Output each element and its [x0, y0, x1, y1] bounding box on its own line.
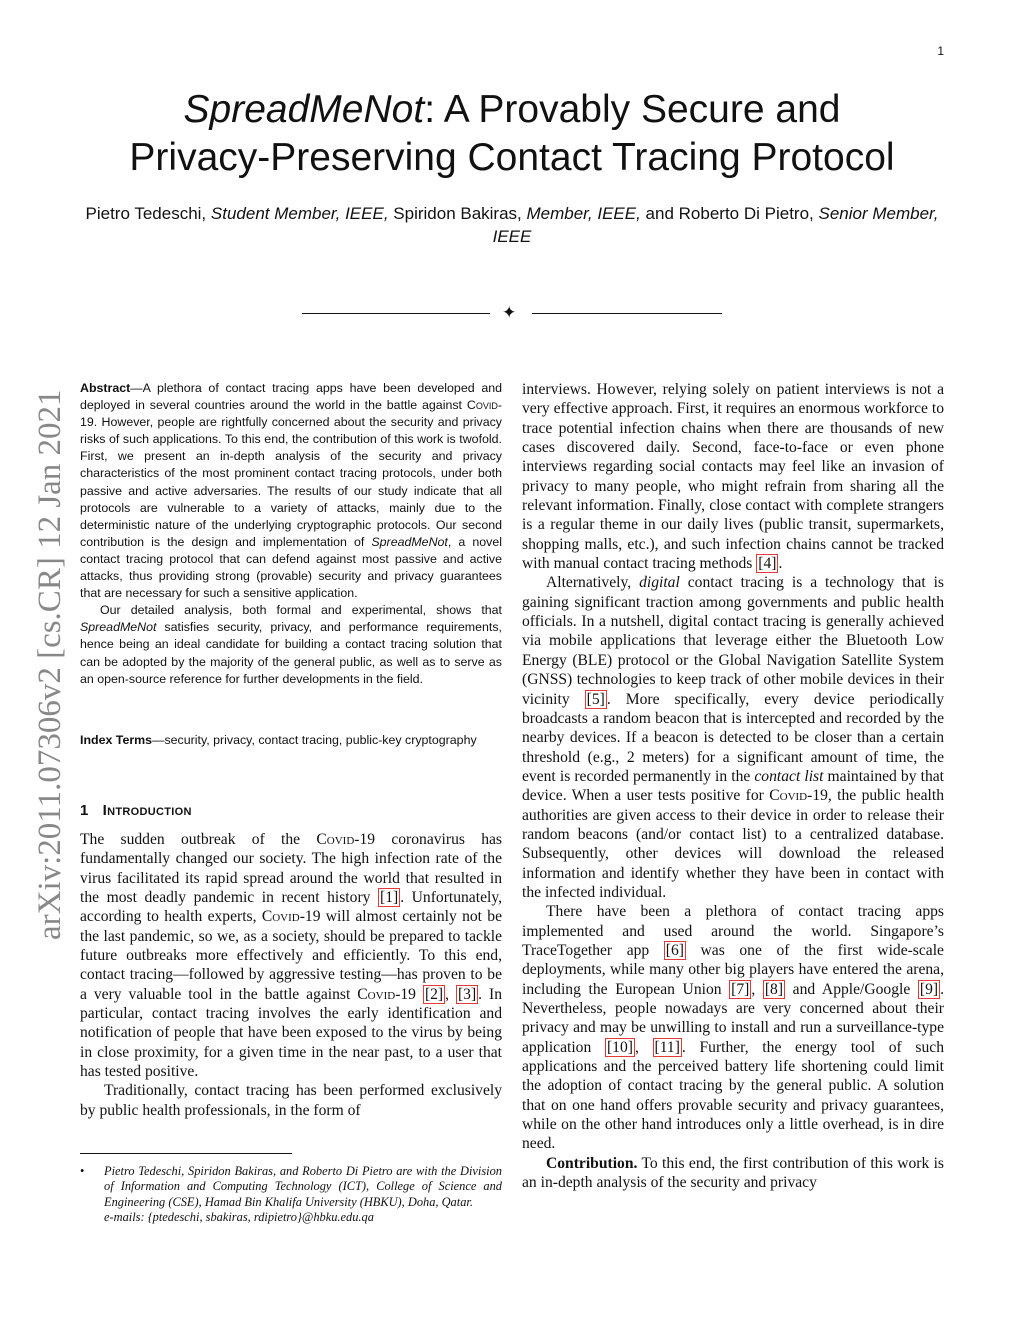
citation-link[interactable]: [3]: [457, 985, 477, 1003]
contribution-label: Contribution.: [546, 1154, 638, 1172]
intro-paragraph-4: [522, 902, 944, 1153]
system-name: SpreadMeNot: [371, 534, 448, 549]
covid-term: Covid: [357, 985, 396, 1003]
section-heading: [80, 802, 192, 819]
intro-paragraph-2: Traditionally, contact tracing has been performed exclusively by public health professionals, in the form of: [80, 1082, 502, 1119]
left-body-text: [80, 830, 502, 1120]
separator-line-right: [532, 313, 722, 314]
body-text: -19 coronavirus has fundamentally changed our society. The high infection rate of the virus facilitated its rapid spread around the world that resulted in the most deadly pandemic in recent history: [80, 831, 503, 907]
contribution-paragraph: [522, 1154, 944, 1193]
body-text: was one of the first wide-scale deployments, while many other big players have entered the arena, including the European Union: [522, 941, 944, 998]
body-text: . Further, the energy tool of such applications and the perceived battery life shortening could limit the adoption of contact tracing by the general public. A solution that on one hand offers provable security and privacy guarantees, while on the other hand introduces only a little overhead, is in dire need.: [522, 1038, 944, 1153]
intro-paragraph-1: [80, 830, 502, 1081]
body-text: ,: [634, 1038, 653, 1056]
section-number: 1: [80, 802, 89, 819]
citation-link[interactable]: [1]: [380, 889, 399, 907]
intro-paragraph-2-continued: [522, 380, 944, 573]
abstract-text: satisfies security, privacy, and performance requirements, hence being an ideal candidate for building a contact tracing solution that can be adopted by the majority of the general public, as well as to serve as an open-source reference for further developments in the field.: [80, 620, 502, 686]
system-name: SpreadMeNot: [80, 620, 157, 635]
body-text: and Apple/Google: [785, 980, 918, 998]
footnote-emails: e-mails: {ptedeschi, sbakiras, rdipietro}@hbku.edu.qa: [104, 1209, 374, 1224]
emphasis: digital: [639, 574, 680, 592]
citation-link[interactable]: [8]: [764, 980, 784, 998]
covid-term: Covid: [316, 831, 355, 848]
citation-link[interactable]: [6]: [665, 941, 684, 959]
title-part-1: : A Provably Secure and: [424, 88, 841, 131]
index-terms-label: Index Terms: [80, 733, 153, 747]
arxiv-identifier: arXiv:2011.07306v2 [cs.CR] 12 Jan 2021: [32, 389, 68, 940]
section-title: Introduction: [102, 802, 192, 819]
paper-title: [0, 86, 1024, 182]
author-3-name: and Roberto Di Pietro,: [640, 204, 819, 223]
covid-term: Covid: [466, 398, 498, 413]
body-text: ,: [445, 985, 456, 1003]
body-text: -19, the public health authorities are given access to their device in order to release their random beacons (and/or contact list) to a centralized database. Subsequently, other devices will download the released information and identify whether they have been in contact with the infected individual.: [522, 787, 945, 901]
index-terms-text: —security, privacy, contact tracing, public-key cryptography: [152, 733, 477, 747]
separator-line-left: [302, 313, 490, 314]
author-1-name: Pietro Tedeschi,: [85, 204, 211, 223]
body-text: . In particular, contact tracing involves the early identification and notification of people that have been exposed to the virus by being in close proximity, for a given time in the near past, to a user that has tested positive.: [80, 985, 503, 1081]
citation-link[interactable]: [7]: [731, 980, 750, 998]
covid-term: Covid: [769, 787, 808, 805]
affiliation-footnote: [80, 1164, 502, 1225]
right-body-text: [522, 380, 944, 1192]
abstract-paragraph-1: [80, 380, 502, 602]
title-separator: [302, 303, 722, 323]
citation-link[interactable]: [10]: [606, 1038, 633, 1056]
body-text: . Unfortunately, according to health experts,: [80, 889, 502, 926]
citation-link[interactable]: [2]: [424, 985, 444, 1003]
author-3-role: Senior Member, IEEE: [492, 204, 939, 246]
citation-link[interactable]: [5]: [586, 690, 605, 708]
body-text: . Nevertheless, people nowadays are very concerned about their privacy and may be unwilling to install and run a surveillance-type application: [522, 980, 944, 1056]
title-system-name: SpreadMeNot: [183, 88, 425, 131]
body-text: The sudden outbreak of the: [80, 831, 317, 848]
author-2-role: Member, IEEE,: [526, 204, 641, 223]
page-number: 1: [937, 44, 944, 58]
abstract-text: , a novel contact tracing protocol that can defend against most passive and active attacks, thus providing strong (provable) security and privacy guarantees that are necessary for such a sensitive application.: [80, 534, 502, 601]
body-text: interviews. However, relying solely on patient interviews is not a very effective approach. First, it requires an enormous workforce to trace potential infection chains when there are thousands of new cases discovered daily. Second, face-to-face or even phone interviews regarding social contacts may feel like an invasion of privacy to many people, who might refrain from sharing all the relevant information. Finally, close contact with complete strangers is a regular theme in our daily lives (public transit, supermarkets, shopping malls, etc.), and such infection chains cannot be tracked with manual contact tracing methods: [522, 381, 944, 573]
abstract-paragraph-2: [80, 602, 502, 687]
citation-link[interactable]: [11]: [654, 1038, 680, 1056]
footnote-rule: [80, 1153, 292, 1154]
footnote-bullet: •: [80, 1164, 85, 1178]
left-column: [80, 380, 503, 1224]
citation-link[interactable]: [4]: [758, 555, 777, 573]
title-part-2: Privacy-Preserving Contact Tracing Protocol: [129, 136, 895, 179]
abstract-label: Abstract: [80, 381, 131, 395]
abstract-text: -19. However, people are rightfully concerned about the security and privacy risks of such applications. To this end, the contribution of this work is twofold. First, we present an in-depth analysis of the security and privacy characteristics of the most prominent contact tracing protocols, under both passive and active adversaries. The results of our study indicate that all protocols are vulnerable to a variety of attacks, mainly due to the deterministic nature of the underlying cryptographic protocols. Our second contribution is the design and implementation of: [80, 398, 502, 549]
author-1-role: Student Member, IEEE,: [210, 204, 389, 223]
abstract-text: Our detailed analysis, both formal and experimental, shows that: [100, 603, 502, 618]
citation-link[interactable]: [9]: [919, 980, 939, 998]
body-text: ,: [751, 980, 763, 998]
covid-term: Covid: [261, 908, 300, 926]
body-text: .: [778, 555, 783, 573]
body-text: To this end, the first contribution of this work is an in-depth analysis of the security and privacy: [522, 1154, 944, 1192]
abstract: [80, 380, 502, 688]
author-list: [80, 202, 944, 248]
author-2-name: Spiridon Bakiras,: [388, 204, 527, 223]
footnote-affiliation: Pietro Tedeschi, Spiridon Bakiras, and Roberto Di Pietro are with the Division of Information and Computing Technology (ICT), College of Science and Engineering (CSE), Hamad Bin Khalifa University (HBKU), Doha, Qatar.: [104, 1164, 502, 1209]
emphasis: contact list: [754, 767, 824, 785]
index-terms: [80, 732, 502, 749]
body-text: contact tracing is a technology that is gaining significant traction among governments and public health officials. In a nutshell, digital contact tracing is generally achieved via mobile applications that leverage either the Bluetooth Low Energy (BLE) protocol or the Global Navigation Satellite System (GNSS) technologies to keep track of other mobile devices in their vicinity: [522, 574, 944, 708]
abstract-text: —A plethora of contact tracing apps have been developed and deployed in several countries around the world in the battle against: [80, 381, 502, 413]
body-text: -19 will almost certainly not be the last pandemic, so we, as a society, should be prepared to tackle future outbreaks more effectively and efficiently. To this end, contact tracing—followed by aggressive testing—has proven to be a very valuable tool in the battle against: [80, 908, 502, 1003]
body-text: maintained by that device. When a user tests positive for: [522, 767, 944, 805]
body-text: . More specifically, every device periodically broadcasts a random beacon that is intercepted and recorded by the nearby devices. If a beacon is detected to be closer than a certain threshold (e.g., 2 meters) for a significant amount of time, the event is recorded permanently in the: [522, 690, 944, 785]
four-point-star-icon: ✦: [502, 303, 517, 323]
body-text: There have been a plethora of contact tracing apps implemented and used around the world. Singapore’s TraceTogether app: [522, 903, 944, 959]
intro-paragraph-3: [522, 573, 944, 902]
body-text: Alternatively,: [546, 574, 640, 592]
body-text: -19: [395, 985, 423, 1003]
